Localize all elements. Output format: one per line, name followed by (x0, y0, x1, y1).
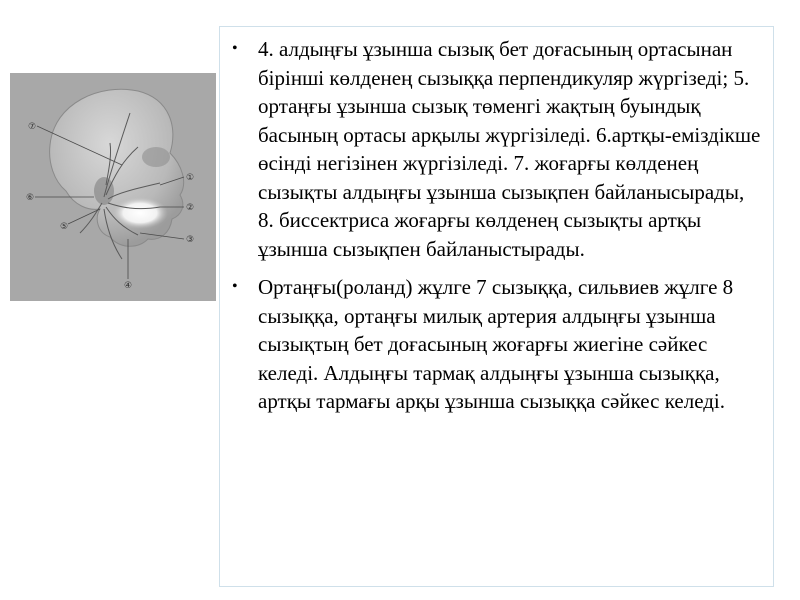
skull-nerve-illustration (10, 73, 216, 301)
label-6: ⑥ (25, 193, 35, 203)
bullet-marker: • (232, 278, 238, 295)
bullet-item (224, 273, 765, 416)
label-1: ① (185, 173, 195, 183)
bullet-text: 4. алдыңғы ұзынша сызық бет доғасының ортасынан бірінші көлденең сызыққа перпендикуляр жүргізеді; 5. ортаңғы ұзынша сызық төменгі жақтың буындық басының ортасы арқылы жүргізіледі. 6.артқы-еміздікше өсінді негізінен жүргізіледі. 7. жоғарғы көлденең сызықты алдыңғы ұзынша сызықпен байланысырады, 8. биссектриса жоғарғы көлденең сызықты артқы ұзынша сызықпен байланыстырады. (258, 37, 761, 261)
label-4: ④ (123, 281, 133, 291)
text-content-box (219, 26, 774, 587)
skull-illustration-svg (10, 73, 216, 301)
label-2: ② (185, 203, 195, 213)
eye-socket (142, 147, 170, 167)
bullet-text: Ортаңғы(роланд) жұлге 7 сызыққа, сильвиев жұлге 8 сызыққа, ортаңғы милық артерия алдыңғы ұзынша сызықтың бет доғасының жоғарғы жиегіне сәйкес келеді. Алдыңғы тармақ алдыңғы ұзынша сызыққа, артқы тармағы арқы ұзынша сызыққа сәйкес келеді. (258, 275, 734, 413)
ear-region (94, 177, 114, 205)
bullet-list (224, 35, 765, 416)
label-5: ⑤ (59, 222, 69, 232)
bullet-marker: • (232, 40, 238, 57)
bullet-item (224, 35, 765, 263)
label-7: ⑦ (27, 122, 37, 132)
label-3: ③ (185, 235, 195, 245)
